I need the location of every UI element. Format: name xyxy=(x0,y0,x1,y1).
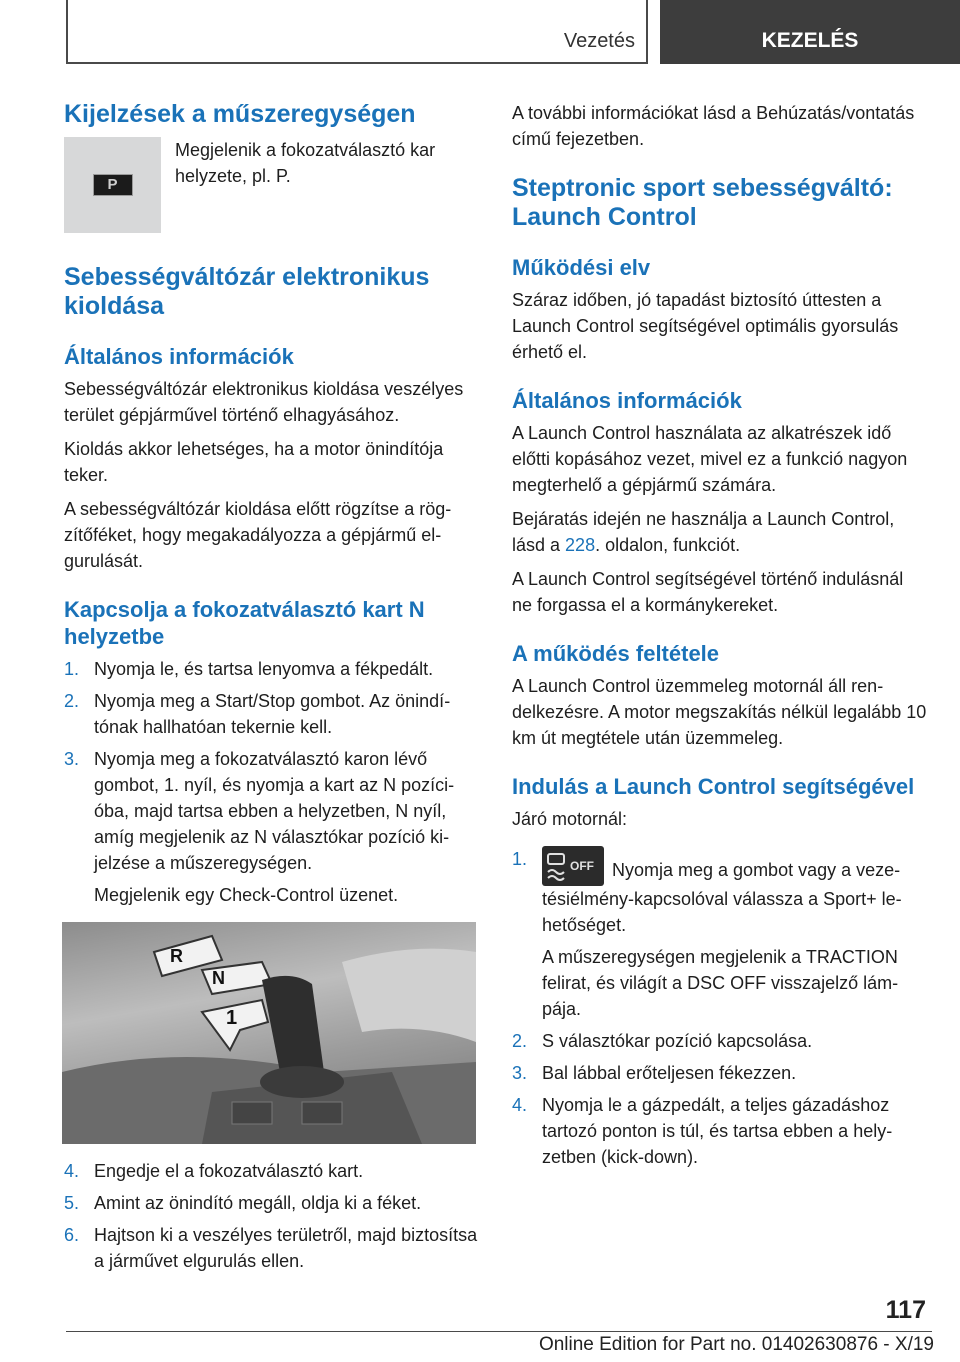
heading-shift-n: Kapcsolja a fokozatválasztó kart N helyzetbe xyxy=(64,597,425,649)
arrow-label-1: 1 xyxy=(226,1007,238,1029)
step-number: 3. xyxy=(512,1063,528,1083)
indicator-row xyxy=(64,137,478,233)
paragraph: Járó motornál: xyxy=(512,809,628,829)
step-number: 1. xyxy=(512,849,528,869)
list-item xyxy=(64,1190,478,1216)
step-text: Nyomja meg a Start/Stop gombot. Az önindítónak hallhatóan tekernie kell. xyxy=(94,691,451,737)
chapter-label: KEZELÉS xyxy=(761,29,859,52)
paragraph: Sebességváltózár elektronikus kioldása veszélyes terület gépjárművel történő elhagyásához. xyxy=(64,379,464,425)
dsc-off-icon xyxy=(542,846,604,886)
gear-selector-photo xyxy=(62,922,476,1144)
step-number: 2. xyxy=(64,691,80,711)
header-section: Vezetés xyxy=(563,30,635,52)
list-item xyxy=(64,746,478,908)
step-number: 4. xyxy=(512,1095,528,1115)
gear-selector-illustration xyxy=(62,922,476,1144)
heading-unlock: Sebességváltózár elektronikus kioldása xyxy=(64,263,430,320)
paragraph: A további információkat lásd a Behúzatás/vontatás című fejezetben. xyxy=(512,103,915,149)
step-note: A műszeregységen megjelenik a TRACTION felirat, és világít a DSC OFF visszajelző lámpája. xyxy=(542,947,899,1019)
heading-display: Kijelzések a műszeregységen xyxy=(64,100,416,128)
step-number: 4. xyxy=(64,1161,80,1181)
header-rule xyxy=(66,62,648,64)
paragraph: Száraz időben, jó tapadást biztosító úttesten a Launch Control segítségével optimális gyorsulás érhető el. xyxy=(512,290,899,362)
step-number: 3. xyxy=(64,749,80,769)
right-column xyxy=(512,100,928,1178)
step-text: S választókar pozíció kapcsolása. xyxy=(542,1031,813,1051)
step-text: Bal lábbal erőteljesen fékezzen. xyxy=(542,1063,797,1083)
svg-text:OFF: OFF xyxy=(570,859,594,873)
list-item xyxy=(64,656,478,682)
step-text: Nyomja meg a gombot vagy a vezetésiélmény-kapcsolóval válassza a Sport+ lehetőséget. xyxy=(542,860,902,935)
heading-general: Általános információk xyxy=(64,344,294,369)
gear-p-icon: P xyxy=(93,174,133,196)
indicator-text: Megjelenik a fokozatválasztó kar helyzete, pl. P. xyxy=(175,140,436,186)
step-text: Nyomja le, és tartsa lenyomva a fékpedált. xyxy=(94,659,434,679)
arrow-label-r: R xyxy=(170,946,183,966)
list-item xyxy=(512,1092,928,1170)
steps-list xyxy=(64,1158,478,1274)
footer-rule xyxy=(66,1331,932,1332)
list-item xyxy=(64,1222,478,1274)
text-run: . oldalon, funkciót. xyxy=(595,535,741,555)
list-item xyxy=(512,846,928,1022)
paragraph xyxy=(512,506,928,558)
heading-general: Általános információk xyxy=(512,388,742,413)
paragraph: Kioldás akkor lehetséges, ha a motor önindítója teker. xyxy=(64,439,444,485)
heading-launch-control: Steptronic sport sebességváltó: Launch Control xyxy=(512,174,893,231)
step-note: Megjelenik egy Check-Control üzenet. xyxy=(94,885,399,905)
paragraph: A sebességváltózár kioldása előtt rögzítse a rögzítőféket, hogy megakadályozza a gépjármű elgurulását. xyxy=(64,499,452,571)
header-divider xyxy=(646,0,648,64)
list-item xyxy=(512,1060,928,1086)
step-number: 2. xyxy=(512,1031,528,1051)
heading-principle: Működési elv xyxy=(512,255,651,280)
step-text: Engedje el a fokozatválasztó kart. xyxy=(94,1161,364,1181)
step-text: Hajtson ki a veszélyes területről, majd biztosítsa a járművet elgurulás ellen. xyxy=(94,1225,478,1271)
steps-list xyxy=(64,656,478,908)
left-column xyxy=(64,100,478,1282)
step-number: 1. xyxy=(64,659,80,679)
paragraph: A Launch Control segítségével történő indulásnál ne forgassa el a kormánykereket. xyxy=(512,569,904,615)
steps-list xyxy=(512,846,928,1170)
step-number: 5. xyxy=(64,1193,80,1213)
page-link[interactable]: 228 xyxy=(565,535,596,555)
step-text: Nyomja meg a fokozatválasztó karon lévő gombot, 1. nyíl, és nyomja a kart az N pozícióba, majd tartsa ebben a helyzetben, N nyíl, amíg megjelenik az N választókar pozíció kijelzése a műszeregységen. xyxy=(94,749,455,873)
arrow-label-n: N xyxy=(212,968,225,988)
gear-indicator-image xyxy=(64,137,161,233)
edition-text: Online Edition for Part no. 01402630876 - X/19 xyxy=(538,1334,934,1355)
paragraph: A Launch Control használata az alkatrészek idő előtti kopásához vezet, mivel ez a funkció nagyon megterhelő a gépjármű számára. xyxy=(512,423,908,495)
header-divider xyxy=(66,0,68,64)
heading-condition: A működés feltétele xyxy=(512,641,720,666)
list-item xyxy=(64,688,478,740)
step-text: Amint az önindító megáll, oldja ki a féket. xyxy=(94,1193,422,1213)
page-number: 117 xyxy=(885,1296,926,1324)
list-item xyxy=(64,1158,478,1184)
step-number: 6. xyxy=(64,1225,80,1245)
heading-start: Indulás a Launch Control segítségével xyxy=(512,774,915,799)
paragraph: A Launch Control üzemmeleg motornál áll rendelkezésre. A motor megszakítás nélkül legalább 10 km út megtétele után üzemmeleg. xyxy=(512,676,927,748)
list-item xyxy=(512,1028,928,1054)
text-run: Bejáratás idején ne használja a Launch Control, lásd a xyxy=(512,509,895,555)
header-chapter-tab xyxy=(660,0,960,64)
step-text: Nyomja le a gázpedált, a teljes gázadáshoz tartozó ponton is túl, és tartsa ebben a helyzetben (kick-down). xyxy=(542,1095,893,1167)
